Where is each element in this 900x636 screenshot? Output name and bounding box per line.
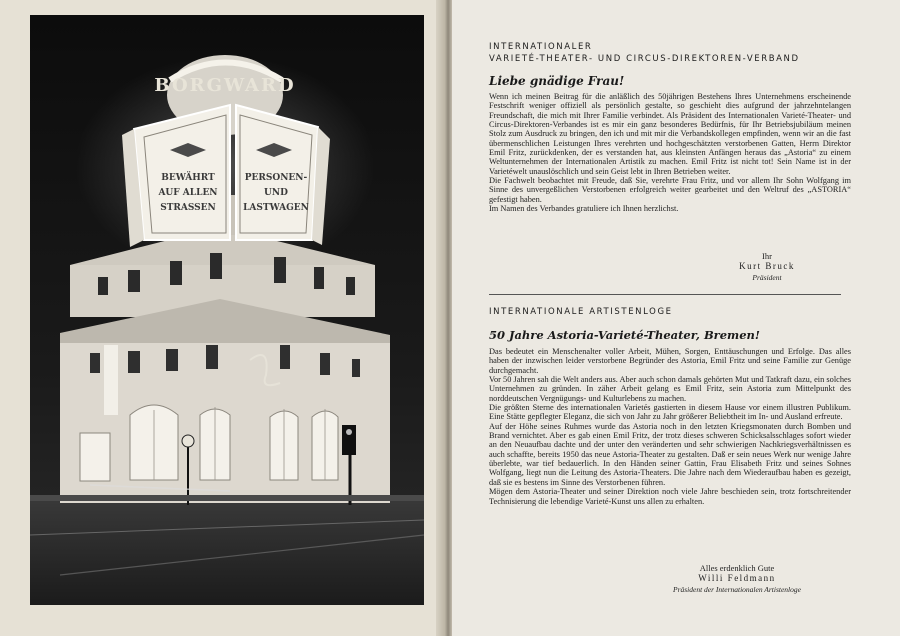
section1-closing: Ihr [762, 251, 772, 261]
section2-signature-name: Willi Feldmann [698, 573, 776, 583]
sign-right-line2: UND [264, 188, 288, 198]
section2-title: 50 Jahre Astoria-Varieté-Theater, Bremen! [489, 328, 760, 342]
left-page [0, 0, 446, 636]
section1-header-line2: VARIETÉ-THEATER- UND CIRCUS-DIREKTOREN-VERBAND [489, 54, 800, 64]
section2-body [489, 347, 851, 506]
sign-right-line1: PERSONEN- [244, 173, 308, 183]
section2-paragraph-4: Auf der Höhe seines Ruhmes wurde das Astoria noch in den letzten Kriegsmonaten durch Bomben und Brand vernichtet. Aber es gab einen Emil Fritz, der trotz dieses schweren Schicksalsschlages sofort wieder an den Neuaufbau dachte und der unter den veränderten und sehr schwierigen Nachkriegsverhältnissen es auch schaffte, bereits 1950 das neue Astoria-Theater zu gestalten. Daß er sein neues Werk nur wenige Jahre überlebte, war tief bedauerlich. In den Händen seiner Gattin, Frau Elisabeth Fritz und seines Sohnes Wolfgang, liegt nun die Leitung des Astoria-Theaters. Die Jahre nach dem Wiederaufbau haben es gezeigt, daß sie es bestens im Sinne des Verstorbenen führen. [489, 421, 851, 487]
section2-paragraph-3: Die größten Sterne des internationalen Varietés gastierten in diesem Hause vor einem illustren Publikum. Eine Stätte gepflegter Eleganz, die sich von Jahr zu Jahr größerer Beliebtheit im In- und Ausland erfreute. [489, 403, 851, 422]
section1-paragraph-1: Wenn ich meinen Beitrag für die anläßlich des 50jährigen Bestehens Ihres Unternehmens erscheinende Festschrift weniger offiziell als persönlich gestalte, so geschieht dies aufgrund der jahrzehntelangen Freundschaft, die mich mit Ihrer Familie verbindet. Als Präsident des Internationalen Varieté-Theater- und Circus-Direktoren-Verbandes ist es mir ein ganz besonderes Bedürfnis, für Ihr Betriebsjubiläum meinen Stolz zum Ausdruck zu bringen, den ich und mit mir die Verbandskollegen empfinden, wenn wir an die fast übermenschlichen Leistungen Ihres verehrten und hochgeschätzten verstorbenen Gatten, Herrn Direktor Emil Fritz, zurückdenken, der es verstanden hat, aus kleinsten Anfängen heraus das „Astoria“ zu einem Weltunternehmen der Internationalen Artistik zu machen. Emil Fritz ist nicht tot! Sein Name ist in der Varietéwelt unauslöschlich und sein Geist lebt in Ihren Betrieben weiter. [489, 92, 851, 176]
sign-right-line3: LASTWAGEN [243, 203, 309, 213]
section2-closing: Alles erdenklich Gute [699, 563, 775, 573]
section1-body [489, 92, 851, 213]
section1-signature-name: Kurt Bruck [739, 261, 795, 271]
night-photo-borgward-building [30, 15, 424, 605]
sign-left-line3: STRASSEN [160, 203, 216, 213]
section2-header: INTERNATIONALE ARTISTENLOGE [489, 307, 673, 317]
section1-header-line1: INTERNATIONALER [489, 42, 593, 52]
section1-paragraph-2: Die Fachwelt beobachtet mit Freude, daß Sie, verehrte Frau Fritz, und vor allem Ihr Sohn Wolfgang im Sinne des unvergeßlichen Verstorbenen erfolgreich weiter gearbeitet und den Weltruf des „ASTORIA“ gefestigt haben. [489, 176, 851, 204]
sign-left-line1: BEWÄHRT [161, 173, 215, 183]
section2-paragraph-5: Mögen dem Astoria-Theater und seiner Direktion noch viele Jahre beschieden sein, trotz fortschreitender Technisierung die lebendige Varieté-Kunst uns allen zu erhalten. [489, 487, 851, 506]
section2-signature-title: Präsident der Internationalen Artistenloge [673, 585, 801, 594]
section1-paragraph-3: Im Namen des Verbandes gratuliere ich Ihnen herzlichst. [489, 204, 679, 214]
section-divider [489, 294, 841, 295]
sign-left-line2: AUF ALLEN [158, 188, 218, 198]
section2-paragraph-2: Vor 50 Jahren sah die Welt anders aus. Aber auch schon damals gehörten Mut und Tatkraft dazu, ein solches Unternehmen zu gründen. In zäher Arbeit gelang es Emil Fritz, sein Astoria zum Mittelpunkt des norddeutschen Vergnügungs- und Kulturlebens zu machen. [489, 375, 851, 403]
section1-signature-title: Präsident [752, 273, 782, 282]
section2-paragraph-1: Das bedeutet ein Menschenalter voller Arbeit, Mühen, Sorgen, Enttäuschungen und Erfolge. Das alles haben der inzwischen leider verstorbene Begründer des Astoria, Emil Fritz und seine Familie zur Genüge durchgemacht. [489, 347, 851, 375]
section1-salutation: Liebe gnädige Frau! [489, 74, 625, 88]
right-page [452, 0, 900, 636]
sign-top-text: BORGWARD [154, 75, 296, 96]
